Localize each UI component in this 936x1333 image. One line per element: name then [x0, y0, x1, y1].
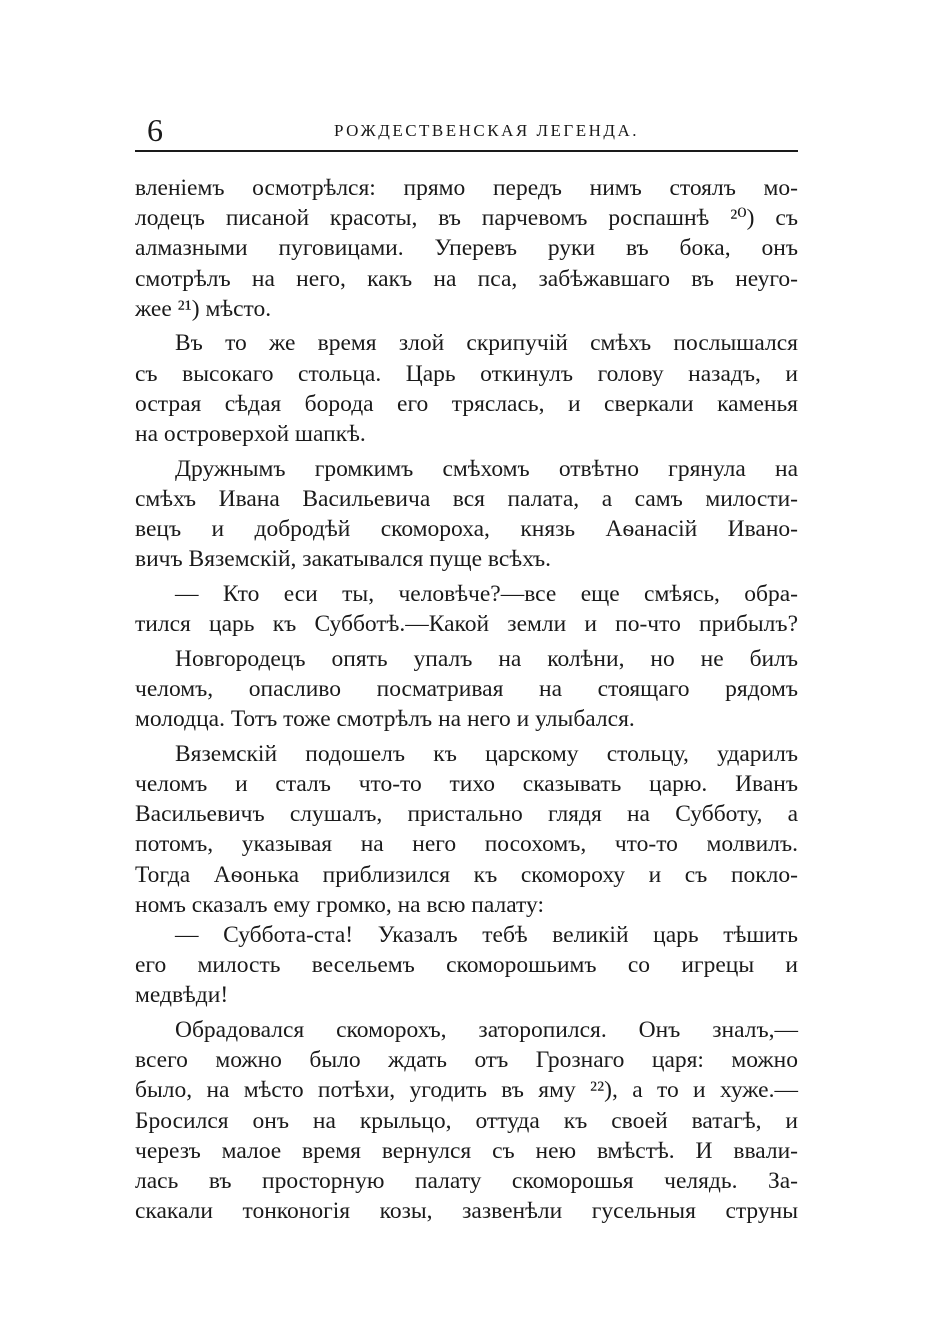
paragraph: [135, 173, 798, 324]
paragraph: [135, 1015, 798, 1226]
text-line: скакали тонконогія козы, зазвенѣли гусельныя струны: [135, 1198, 798, 1225]
text-line: челомъ и сталъ что-то тихо сказывать царю. Иванъ: [135, 771, 798, 798]
text-line: на островерхой шапкѣ.: [135, 421, 366, 447]
text-line: его милость весельемъ скоморошьимъ со игрецы и: [135, 952, 798, 979]
text-line: было, на мѣсто потѣхи, угодить въ яму ²²), а то и хуже.—: [135, 1077, 798, 1104]
text-line: челомъ, опасливо посматривая на стоящаго рядомъ: [135, 676, 798, 702]
paragraph: [135, 920, 798, 1011]
text-line: Бросился онъ на крыльцо, оттуда къ своей ватагѣ, и: [135, 1107, 798, 1134]
text-line: — Кто еси ты, человѣче?—все еще смѣясь, обра-: [175, 580, 798, 607]
text-line: лодецъ писаной красоты, въ парчевомъ роспашнѣ ²⁰) съ: [135, 205, 798, 232]
text-line: лась въ просторную палату скоморошья челядь. За-: [135, 1168, 798, 1194]
text-line: Тогда Аѳонька приблизился къ скомороху и съ покло-: [135, 861, 798, 888]
body-text: [135, 173, 798, 1226]
header-rule: [135, 150, 798, 152]
paragraph: [135, 739, 798, 920]
text-line: тился царь къ Субботѣ.—Какой земли и по-что прибылъ?: [135, 611, 798, 638]
text-line: алмазными пуговицами. Уперевъ руки въ бока, онъ: [135, 235, 798, 262]
paragraph: [135, 579, 798, 639]
text-line: медвѣди!: [135, 982, 229, 1009]
text-line: Обрадовался скоморохъ, заторопился. Онъ зналъ,—: [175, 1017, 798, 1044]
text-line: Новгородецъ опять упалъ на колѣни, но не билъ: [175, 645, 798, 672]
page-number: 6: [147, 112, 163, 148]
text-line: Дружнымъ громкимъ смѣхомъ отвѣтно грянула на: [175, 455, 798, 482]
text-line: номъ сказалъ ему громко, на всю палату:: [135, 891, 544, 918]
text-line: молодца. Тотъ тоже смотрѣлъ на него и улыбался.: [135, 706, 635, 733]
text-line: потомъ, указывая на него посохомъ, что-то молвилъ.: [135, 831, 798, 858]
paragraph: [135, 328, 798, 449]
text-line: вичъ Вяземскій, закатывался пуще всѣхъ.: [135, 546, 551, 573]
page-header: [135, 112, 798, 148]
text-line: черезъ малое время вернулся съ нею вмѣстѣ. И ввали-: [135, 1137, 798, 1164]
text-line: съ высокаго стольца. Царь откинулъ голову назадъ, и: [135, 360, 798, 387]
text-line: вленіемъ осмотрѣлся: прямо передъ нимъ стоялъ мо-: [135, 175, 798, 201]
paragraph: [135, 454, 798, 575]
text-line: смотрѣлъ на него, какъ на пса, забѣжавшаго въ неуго-: [135, 265, 798, 292]
running-title: РОЖДЕСТВЕНСКАЯ ЛЕГЕНДА.: [333, 121, 640, 140]
text-line: смѣхъ Ивана Васильевича вся палата, а самъ милости-: [135, 485, 798, 512]
paragraph: [135, 644, 798, 735]
text-line: Васильевичъ слушалъ, пристально глядя на Субботу, а: [135, 801, 798, 828]
text-line: — Суббота-ста! Указалъ тебѣ великій царь тѣшить: [175, 922, 798, 948]
text-line: Вяземскій подошелъ къ царскому стольцу, ударилъ: [175, 740, 798, 767]
text-line: острая сѣдая борода его тряслась, и сверкали каменья: [135, 390, 798, 417]
text-line: всего можно было ждать отъ Грознаго царя: можно: [135, 1047, 798, 1074]
text-line: вецъ и добродѣй скомороха, князь Аѳанасій Ивано-: [135, 516, 798, 543]
text-line: Въ то же время злой скрипучій смѣхъ послышался: [175, 330, 798, 357]
text-line: жее ²¹) мѣсто.: [135, 295, 272, 322]
